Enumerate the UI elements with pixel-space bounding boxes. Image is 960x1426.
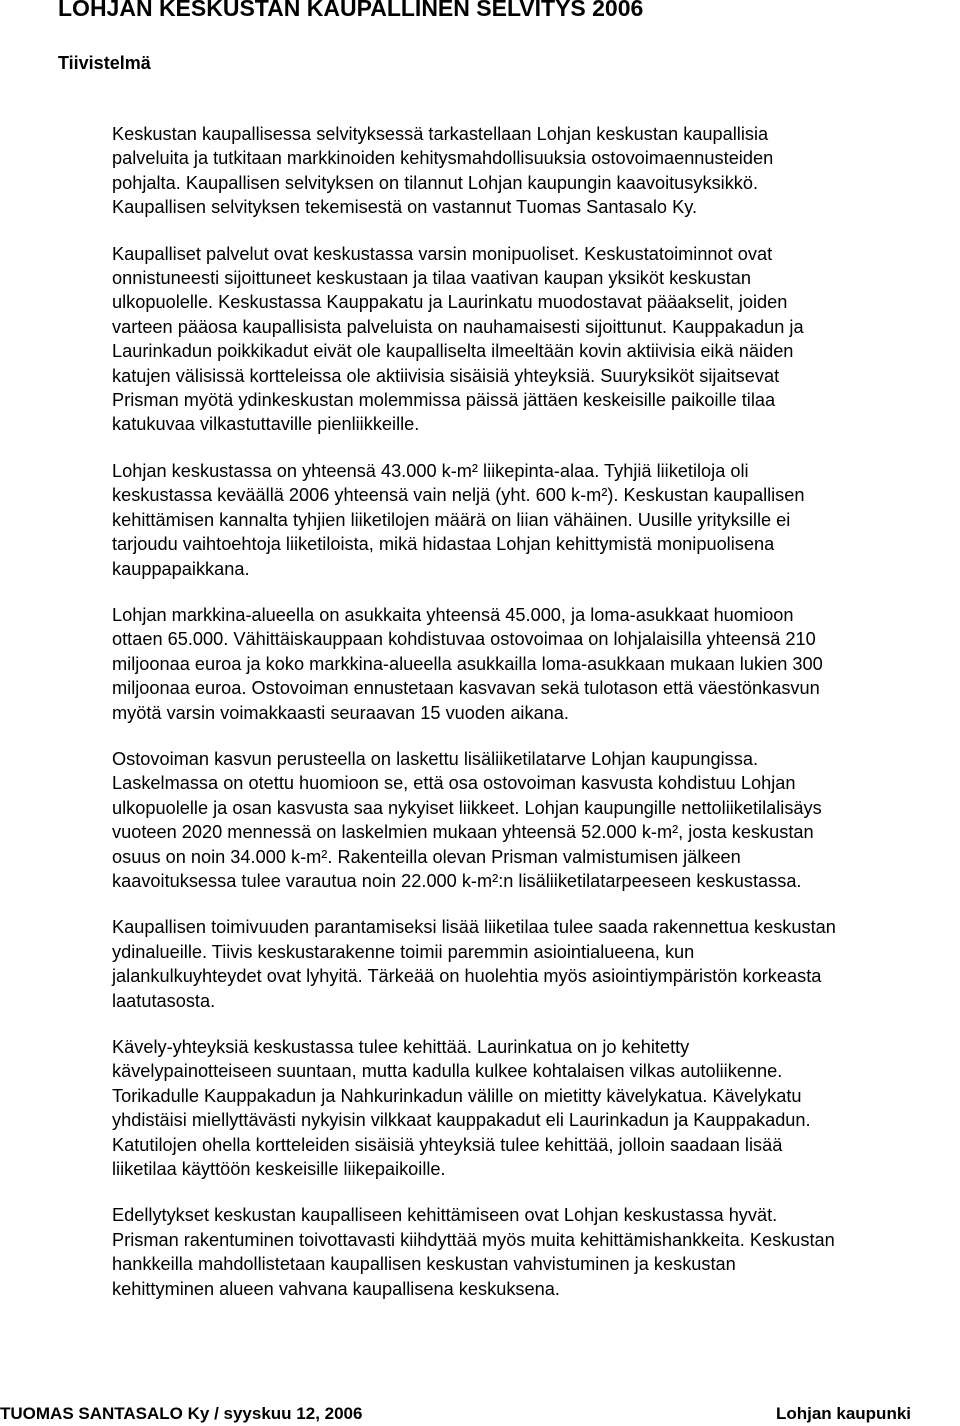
paragraph-line: jalankulkuyhteydet ovat lyhyitä. Tärkeää on huolehtia myös asiointiympäristön korkeasta	[112, 966, 822, 987]
summary-paragraph	[112, 747, 960, 893]
paragraph-line: vuoteen 2020 mennessä on laskelmien mukaan yhteensä 52.000 k-m², josta keskustan	[112, 822, 814, 843]
summary-paragraph	[112, 122, 960, 220]
summary-paragraph	[112, 915, 960, 1013]
paragraph-line: ulkopuolelle ja osan kasvusta saa nykyiset liikkeet. Lohjan kaupungille nettoliiketilalisäys	[112, 797, 822, 818]
paragraph-line: Kaupalliset palvelut ovat keskustassa varsin monipuoliset. Keskustatoiminnot ovat	[112, 243, 773, 264]
paragraph-line: Kävely-yhteyksiä keskustassa tulee kehittää. Laurinkatua on jo kehitetty	[112, 1037, 690, 1057]
paragraph-line: miljoonaa euroa. Ostovoiman ennustetaan kasvavan sekä tulotason että väestönkasvun	[112, 678, 820, 699]
paragraph-line: osuus on noin 34.000 k-m². Rakenteilla olevan Prisman valmistumisen jälkeen	[112, 846, 741, 867]
paragraph-line: liiketilaa käyttöön keskeisille liikepaikoille.	[112, 1159, 446, 1180]
paragraph-line: Torikadulle Kauppakadun ja Nahkurinkadun välille on mietitty kävelykatua. Kävelykatu	[112, 1085, 802, 1106]
paragraph-line: Prisman rakentuminen toivottavasti kiihdyttää myös muita kehittämishankkeita. Keskustan	[112, 1229, 835, 1250]
paragraph-line: Kaupallisen selvityksen tekemisestä on vastannut Tuomas Santasalo Ky.	[112, 197, 698, 218]
summary-paragraph	[112, 1035, 960, 1181]
paragraph-line: Lohjan markkina-alueella on asukkaita yhteensä 45.000, ja loma-asukkaat huomioon	[112, 604, 794, 625]
paragraph-line: yhdistäisi miellyttävästi nykyisin vilkkaat kauppakadut eli Laurinkadun ja Kauppakadun.	[112, 1110, 811, 1131]
summary-paragraph	[112, 603, 960, 725]
paragraph-line: kehittyminen alueen vahvana kaupallisena keskuksena.	[112, 1278, 560, 1299]
paragraph-line: onnistuneesti sijoittuneet keskustaan ja tilaa vaativan kaupan yksiköt keskustan	[112, 268, 751, 289]
paragraph-line: Edellytykset keskustan kaupalliseen kehittämiseen ovat Lohjan keskustassa hyvät.	[112, 1205, 778, 1226]
paragraph-line: ydinalueille. Tiivis keskustarakenne toimii paremmin asiointialueena, kun	[112, 941, 695, 962]
summary-paragraph	[112, 242, 960, 437]
paragraph-line: Katutilojen ohella kortteleiden sisäisiä yhteyksiä tulee kehittää, jolloin saadaan lisää	[112, 1134, 783, 1155]
paragraph-line: laatutasosta.	[112, 990, 216, 1011]
summary-paragraph	[112, 1203, 960, 1301]
paragraph-line: katujen välisissä kortteleissa ole aktiivisia sisäisiä yhteyksiä. Suuryksiköt sijaitsevat	[112, 365, 780, 386]
paragraph-line: Lohjan keskustassa on yhteensä 43.000 k-m² liikepinta-alaa. Tyhjiä liiketiloja oli	[112, 460, 749, 481]
document-subtitle: Tiivistelmä	[58, 53, 151, 73]
paragraph-line: Prisman myötä ydinkeskustan molemmissa päissä jättäen keskeisille paikoille tilaa	[112, 390, 776, 411]
paragraph-line: myötä varsin voimakkaasti seuraavan 15 vuoden aikana.	[112, 702, 569, 723]
summary-body	[112, 122, 960, 1323]
document-title: LOHJAN KESKUSTAN KAUPALLINEN SELVITYS 2006	[58, 0, 644, 21]
paragraph-line: Kaupallisen toimivuuden parantamiseksi lisää liiketilaa tulee saada rakennettua keskustan	[112, 917, 836, 938]
summary-paragraph	[112, 459, 960, 581]
paragraph-line: kaavoituksessa tulee varautua noin 22.000 k-m²:n lisäliiketilatarpeeseen keskustassa.	[112, 870, 802, 891]
paragraph-line: Ostovoiman kasvun perusteella on laskettu lisäliiketilatarve Lohjan kaupungissa.	[112, 748, 759, 769]
paragraph-line: tarjoudu vaihtoehtoja liiketiloista, mikä hidastaa Lohjan kehittymistä monipuolisena	[112, 534, 775, 555]
footer-client: Lohjan kaupunki	[775, 1404, 911, 1423]
paragraph-line: Keskustan kaupallisessa selvityksessä tarkastellaan Lohjan keskustan kaupallisia	[112, 124, 769, 144]
footer-author-date: TUOMAS SANTASALO Ky / syyskuu 12, 2006	[0, 1404, 363, 1423]
paragraph-line: varteen pääosa kaupallisista palveluista on nauhamaisesti sijoittunut. Kauppakadun ja	[112, 316, 804, 337]
page-footer	[0, 1402, 960, 1426]
paragraph-line: kauppapaikkana.	[112, 558, 250, 579]
paragraph-line: miljoonaa euroa ja koko markkina-alueella asukkailla loma-asukkaan mukaan lukien 300	[112, 653, 823, 674]
paragraph-line: keskustassa keväällä 2006 yhteensä vain neljä (yht. 600 k-m²). Keskustan kaupallisen	[112, 485, 805, 506]
paragraph-line: palveluita ja tutkitaan markkinoiden kehitysmahdollisuuksia ostovoimaennusteiden	[112, 148, 774, 169]
paragraph-line: katukuvaa vilkastuttaville pienliikkeille.	[112, 414, 420, 435]
paragraph-line: ulkopuolelle. Keskustassa Kauppakatu ja Laurinkatu muodostavat pääakselit, joiden	[112, 292, 788, 313]
paragraph-line: pohjalta. Kaupallisen selvityksen on tilannut Lohjan kaupungin kaavoitusyksikkö.	[112, 172, 759, 193]
paragraph-line: Laskelmassa on otettu huomioon se, että osa ostovoiman kasvusta kohdistuu Lohjan	[112, 773, 796, 794]
paragraph-line: kehittämisen kannalta tyhjien liiketilojen määrä on liian vähäinen. Uusille yrityksille ei	[112, 509, 791, 530]
paragraph-line: hankkeilla mahdollistetaan kaupallisen keskustan vahvistuminen ja keskustan	[112, 1254, 736, 1275]
paragraph-line: Laurinkadun poikkikadut eivät ole kaupalliselta ilmeeltään kovin aktiivisia eikä näiden	[112, 341, 794, 362]
paragraph-line: ottaen 65.000. Vähittäiskauppaan kohdistuvaa ostovoimaa on lohjalaisilla yhteensä 210	[112, 629, 816, 650]
paragraph-line: kävelypainotteiseen suuntaan, mutta kadulla kulkee kohtalaisen vilkas autoliikenne.	[112, 1061, 783, 1082]
